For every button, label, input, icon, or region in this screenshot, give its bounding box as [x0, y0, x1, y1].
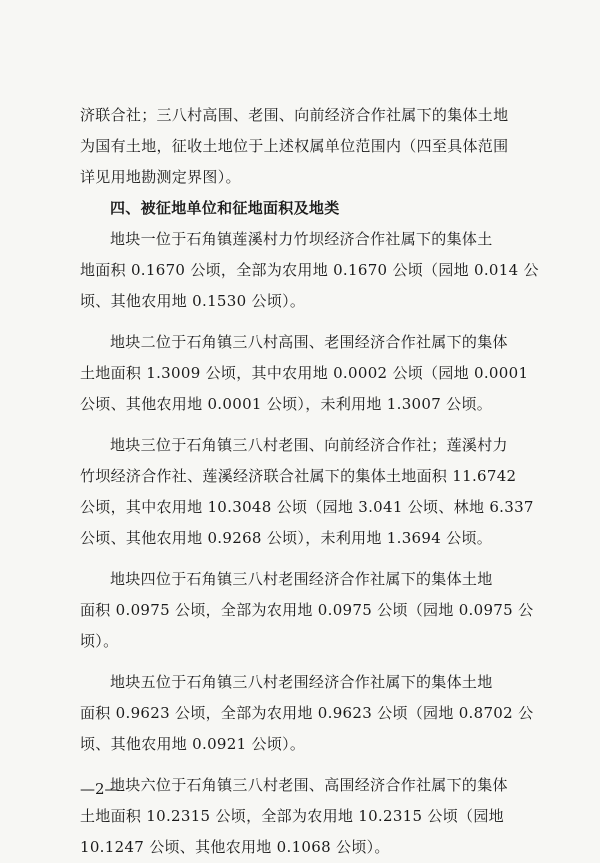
page-number: —2— — [80, 780, 120, 798]
text-line: 为国有土地，征收土地位于上述权属单位范围内（四至具体范围 — [80, 137, 509, 155]
text-line: 济联合社；三八村高围、老围、向前经济合作社属下的集体土地 — [80, 106, 509, 124]
text-line: 地块四位于石角镇三八村老围经济合作社属下的集体土地 — [110, 570, 493, 588]
text-line: 10.1247 公顷、其他农用地 0.1068 公顷）。 — [80, 838, 390, 856]
paragraph-plot-2 — [80, 327, 530, 420]
paragraph-plot-5 — [80, 667, 534, 760]
text-line: 地块六位于石角镇三八村老围、高围经济合作社属下的集体 — [110, 776, 508, 794]
paragraph-plot-3 — [80, 430, 534, 554]
text-line: 公顷、其他农用地 0.9268 公顷），未利用地 1.3694 公顷。 — [80, 529, 493, 547]
intro-paragraph — [80, 100, 530, 193]
text-line: 地块三位于石角镇三八村老围、向前经济合作社；莲溪村力 — [110, 436, 508, 454]
text-line: 顷、其他农用地 0.1530 公顷）。 — [80, 292, 306, 310]
text-line: 顷、其他农用地 0.0921 公顷）。 — [80, 735, 306, 753]
text-line: 公顷，其中农用地 10.3048 公顷（园地 3.041 公顷、林地 6.337 — [80, 498, 534, 516]
text-line: 地面积 0.1670 公顷，全部为农用地 0.1670 公顷（园地 0.014 公 — [80, 261, 539, 279]
text-line: 土地面积 10.2315 公顷，全部为农用地 10.2315 公顷（园地 — [80, 807, 504, 825]
text-line: 土地面积 1.3009 公顷，其中农用地 0.0002 公顷（园地 0.0001 — [80, 364, 529, 382]
section-heading: 四、被征地单位和征地面积及地类 — [110, 199, 340, 217]
paragraph-plot-1 — [80, 224, 539, 317]
text-line: 面积 0.0975 公顷，全部为农用地 0.0975 公顷（园地 0.0975 公 — [80, 601, 534, 619]
text-line: 顷）。 — [80, 632, 119, 650]
text-line: 地块二位于石角镇三八村高围、老围经济合作社属下的集体 — [110, 333, 508, 351]
paragraph-plot-6 — [80, 770, 530, 863]
text-line: 面积 0.9623 公顷，全部为农用地 0.9623 公顷（园地 0.8702 公 — [80, 704, 534, 722]
text-line: 公顷、其他农用地 0.0001 公顷），未利用地 1.3007 公顷。 — [80, 395, 493, 413]
text-line: 竹坝经济合作社、莲溪经济联合社属下的集体土地面积 11.6742 — [80, 467, 517, 485]
text-line: 地块一位于石角镇莲溪村力竹坝经济合作社属下的集体土 — [110, 230, 493, 248]
text-line: 地块五位于石角镇三八村老围经济合作社属下的集体土地 — [110, 673, 493, 691]
paragraph-plot-4 — [80, 564, 534, 657]
body-text — [80, 100, 539, 863]
text-line: 详见用地勘测定界图）。 — [80, 168, 241, 186]
